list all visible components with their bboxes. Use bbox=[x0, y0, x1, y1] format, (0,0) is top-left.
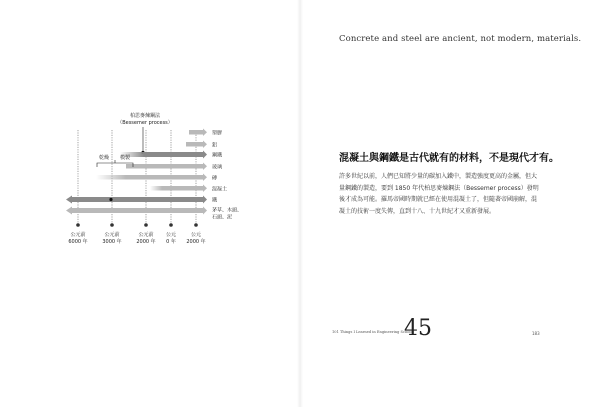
bar-plastic bbox=[189, 130, 203, 135]
bar-steel-arrow bbox=[203, 151, 207, 159]
axis-label-6000bc-2: 6000 年 bbox=[68, 239, 88, 245]
bar-organic bbox=[72, 208, 203, 213]
bar-concrete-fade bbox=[150, 186, 162, 191]
bar-organic-arrow bbox=[203, 207, 207, 215]
label-glass: 玻璃 bbox=[212, 164, 223, 171]
label-organic-2: 石頭、泥 bbox=[212, 214, 233, 221]
axis-label-2000bc-2: 2000 年 bbox=[136, 239, 156, 245]
axis-label-3000bc-2: 3000 年 bbox=[102, 239, 122, 245]
label-plastic: 塑膠 bbox=[212, 130, 223, 137]
iron-start-dot bbox=[109, 198, 112, 201]
material-bars bbox=[66, 129, 207, 215]
bar-glass bbox=[126, 164, 203, 169]
bar-steel bbox=[144, 152, 203, 157]
axis-label-2000ad-1: 公元 bbox=[190, 232, 202, 238]
label-aluminium: 鋁 bbox=[212, 142, 218, 149]
bracket-label-moulding: 模製 bbox=[119, 155, 131, 161]
axis-label-0ad-1: 公元 bbox=[165, 232, 177, 238]
english-headline: Concrete and steel are ancient, not modern, materials. bbox=[339, 34, 582, 44]
bracket-label-drying: 乾燥 bbox=[98, 155, 110, 161]
bar-concrete-arrow bbox=[203, 185, 207, 193]
material-labels bbox=[212, 130, 242, 221]
axis-label-0ad-2: 0 年 bbox=[166, 239, 176, 245]
label-concrete: 混凝土 bbox=[212, 186, 228, 193]
footer-book-title: 101 Things I Learned in Engineering School bbox=[332, 330, 413, 334]
callout-line-1: 柏思麥煉鋼法 bbox=[129, 113, 161, 119]
bar-brick bbox=[126, 175, 203, 180]
axis-label-2000ad-2: 2000 年 bbox=[186, 239, 206, 245]
chinese-heading: 混凝土與鋼鐵是古代就有的材料，不是現代才有。 bbox=[339, 153, 559, 164]
callout-line-2: （Bessemer process） bbox=[117, 120, 173, 126]
axis-label-3000bc-1: 公元前 bbox=[104, 232, 120, 238]
label-steel: 鋼鐵 bbox=[212, 152, 223, 159]
bar-aluminium bbox=[186, 142, 203, 147]
bar-aluminium-arrow bbox=[203, 141, 207, 149]
bar-brick-fade bbox=[96, 175, 126, 180]
bar-concrete bbox=[162, 186, 203, 191]
bar-brick-arrow bbox=[203, 174, 207, 182]
label-organic-1: 茅草、木頭、 bbox=[212, 207, 243, 214]
bar-glass-arrow bbox=[203, 163, 207, 171]
label-iron: 鐵 bbox=[212, 197, 218, 204]
chinese-body-text: 許多世紀以前，人們已知將少量的碳加入鐵中，製造強度更高的金屬，但大量鋼鐵的製造，要到 1850 年代柏思麥煉鋼法（Bessemer process）發明後才成為可能。羅馬帝國時期就已經在使用混凝土了，但隨著帝國崩解，混凝土的技術一度失傳，直到十八、十九世紀才又重新發展。 bbox=[339, 173, 539, 215]
bar-organic-left-arrow bbox=[66, 207, 72, 215]
bar-iron-arrow bbox=[203, 196, 207, 204]
axis-ticks bbox=[76, 223, 198, 227]
page-number: 183 bbox=[532, 331, 540, 336]
axis-label-6000bc-1: 公元前 bbox=[70, 232, 86, 238]
axis-labels bbox=[68, 231, 205, 245]
bar-iron bbox=[72, 197, 203, 202]
bar-plastic-arrow bbox=[203, 129, 207, 137]
axis-label-2000bc-1: 公元前 bbox=[138, 232, 154, 238]
lesson-number: 45 bbox=[404, 316, 432, 341]
bar-iron-left-arrow bbox=[66, 196, 72, 204]
label-brick: 磚 bbox=[212, 175, 218, 182]
